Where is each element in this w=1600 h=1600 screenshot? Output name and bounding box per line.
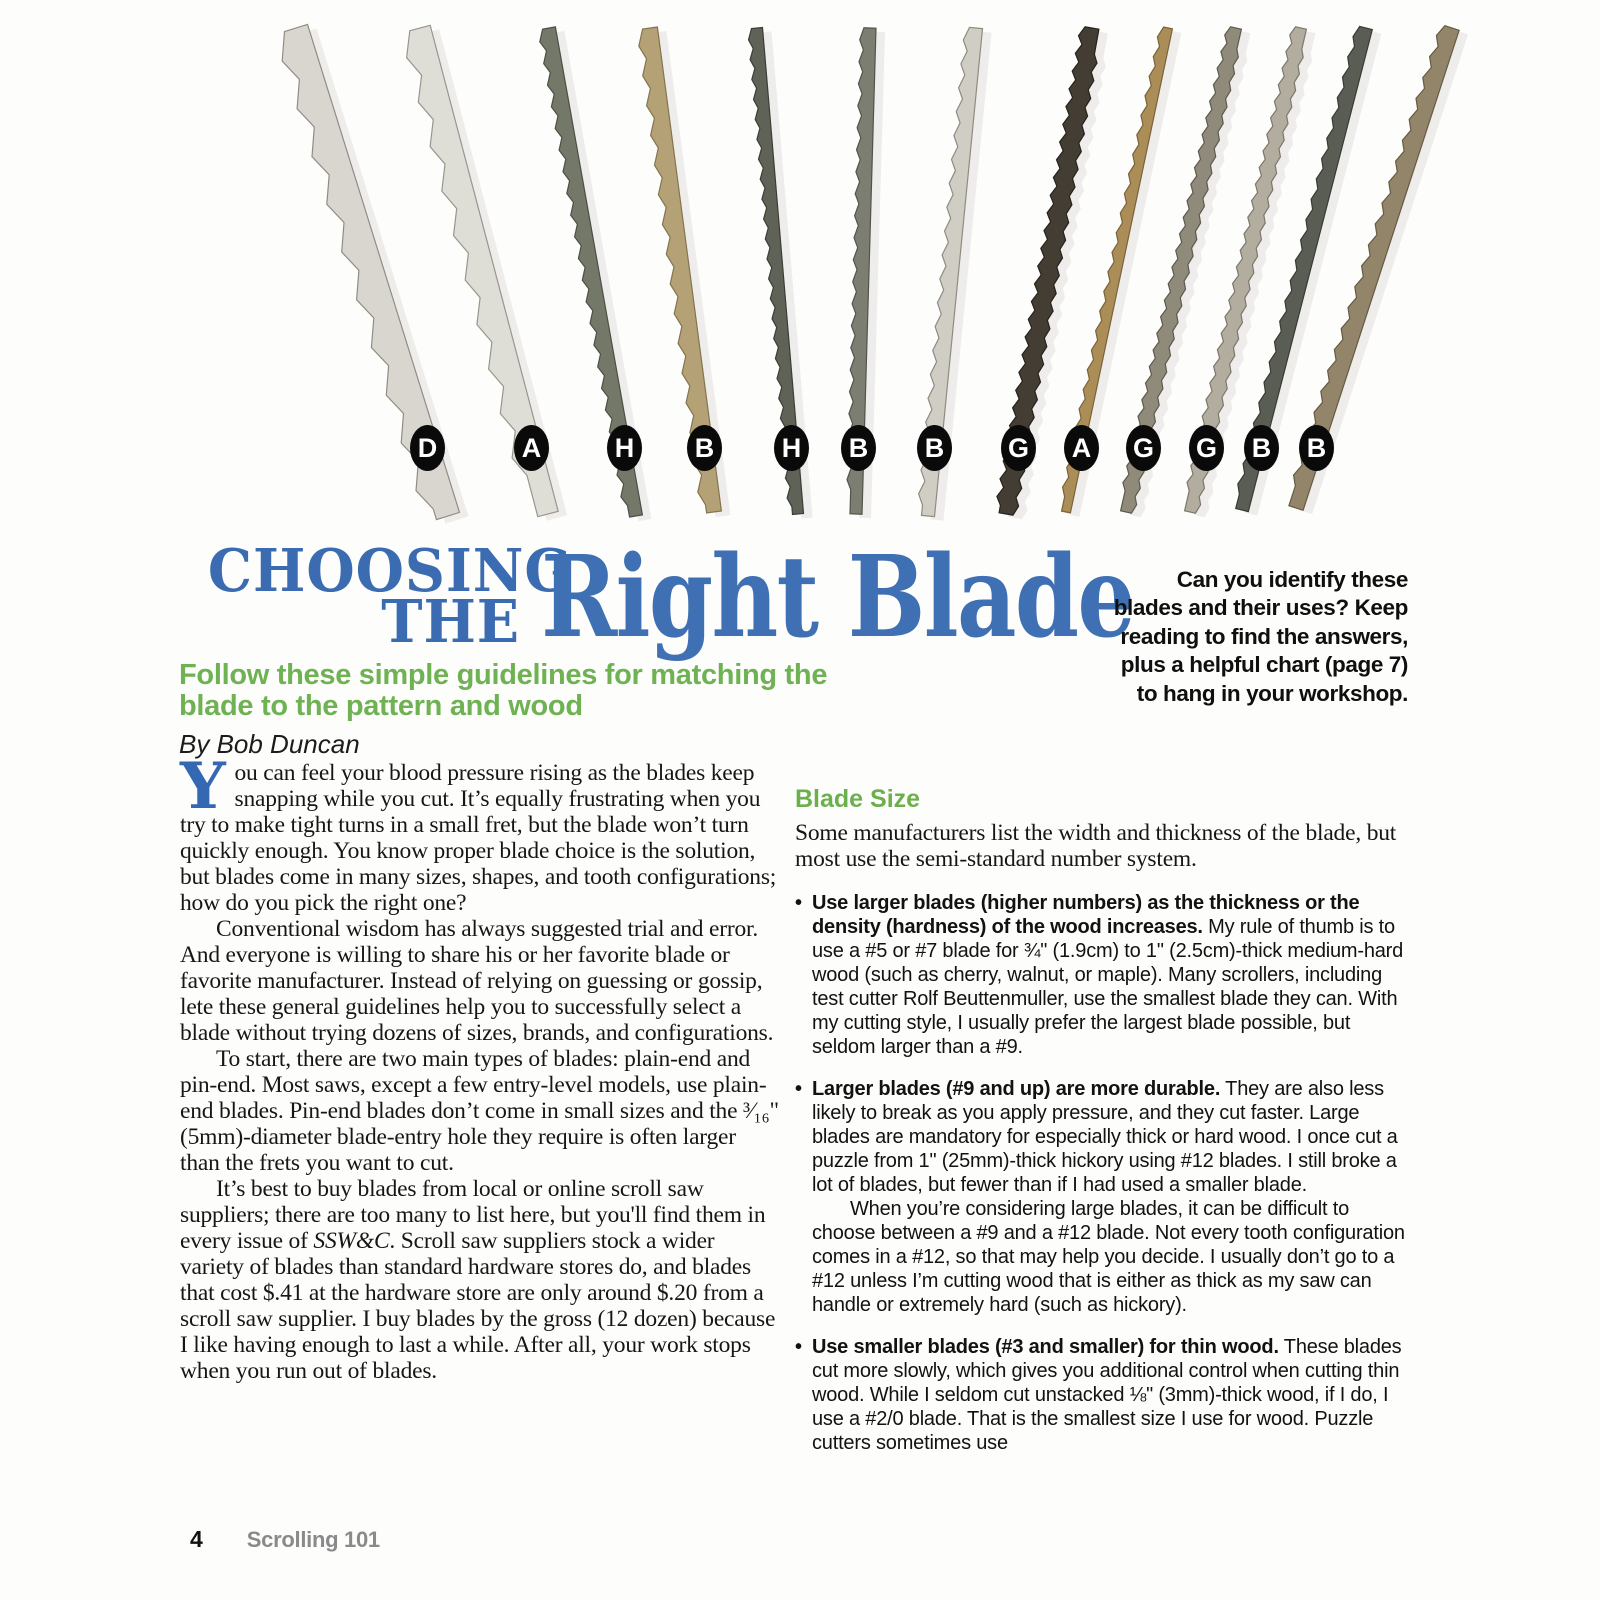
paragraph-text: Conventional wisdom has always suggested trial and error. And everyone is willing to share his or her favorite blade or favorite manufacturer. Instead of relying on guessing or gossip, lete these general guidelines help you to successfully select a blade without trying dozens of sizes, brands, and configurations.: [180, 916, 774, 1046]
bullet-dot: •: [795, 891, 802, 914]
blade-label-badge: [1126, 425, 1161, 471]
bullet-item: [795, 891, 1407, 1059]
body-paragraph: [180, 1046, 780, 1176]
blade-label-badge: [774, 425, 809, 471]
blade-label-badge: [1244, 425, 1279, 471]
blade-label-letter: H: [614, 432, 635, 463]
blade-label-badge: [1189, 425, 1224, 471]
bullet-lead-bold: Larger blades (#9 and up) are more durable.: [812, 1077, 1221, 1100]
blade-label-letter: G: [1007, 432, 1029, 463]
byline: By Bob Duncan: [179, 729, 360, 759]
bullet-item: [795, 1335, 1407, 1455]
bullet-lead-bold: Use smaller blades (#3 and smaller) for thin wood.: [812, 1335, 1279, 1358]
bullet-body: They are also less likely to break as you apply pressure, and they cut faster. Large blades are mandatory for especially thick or hard wood. I once cut a puzzle from 1" (25mm)-thick hickory using #12 blades. I still broke a lot of blades, but fewer than if I had used a smaller blade.: [812, 1077, 1398, 1196]
blade-label-badge: [410, 425, 445, 471]
bullet-text: [812, 1335, 1407, 1455]
blade-label-letter: B: [924, 432, 945, 463]
blade-label-letter: G: [1195, 432, 1217, 463]
blade-label-badge: [1064, 425, 1099, 471]
body-paragraph: [180, 749, 780, 916]
blade-label-letter: D: [417, 432, 438, 463]
article-subtitle: Follow these simple guidelines for matching the blade to the pattern and wood: [179, 659, 828, 722]
bullet-text: [812, 1077, 1407, 1317]
bullet-item: [795, 1077, 1407, 1317]
headline-main: Right Blade: [541, 532, 1135, 663]
blade-label-letter: B: [848, 432, 869, 463]
page-number: 4: [190, 1526, 203, 1552]
blade-label-badge: [514, 425, 549, 471]
bullet-second-paragraph: When you’re considering large blades, it can be difficult to choose between a #9 and a #12 blade. Not every tooth configuration comes in a #12, so that may help you decide. I usually don’t go to a #12 unless I’m cutting wood that is either as thick as my saw can handle or extremely hard (such as hickory).: [812, 1197, 1405, 1316]
bullet-body: These blades cut more slowly, which gives you additional control when cutting thin wood. While I seldom cut unstacked ⅛" (3mm)-thick wood, if I do, I use a #2/0 blade. That is the smallest size I use for wood. Puzzle cutters sometimes use: [812, 1335, 1402, 1454]
blade-label-letter: G: [1132, 432, 1154, 463]
headline-kicker: [207, 536, 573, 656]
blade-label-letter: H: [781, 432, 802, 463]
right-column: [795, 786, 1407, 1455]
left-column: [180, 749, 780, 1384]
blade-label-letter: B: [694, 432, 715, 463]
footer-label: Scrolling 101: [246, 1527, 380, 1552]
blade-label-badge: [687, 425, 722, 471]
callout-line: plus a helpful chart (page 7): [1120, 652, 1408, 678]
blade-label-badge: [607, 425, 642, 471]
bullet-list: [795, 891, 1407, 1455]
paragraph-text: ou can feel your blood pressure rising as the blades keep snapping while you cut. It’s equally frustrating when you try to make tight turns in a small fret, but the blade won’t turn quickly enough. You know proper blade choice is the solution, but blades come in many sizes, shapes, and tooth configurations; how do you pick the right one?: [180, 760, 777, 916]
photo-callout: [1048, 566, 1408, 708]
body-paragraph: [180, 1176, 780, 1384]
blade-label-letter: B: [1306, 432, 1327, 463]
section-intro: Some manufacturers list the width and thickness of the blade, but most use the semi-standard number system.: [795, 819, 1397, 872]
bullet-text: [812, 891, 1407, 1059]
blade-label-badge: [841, 425, 876, 471]
page-footer: [190, 1526, 380, 1553]
callout-line: reading to find the answers,: [1120, 623, 1408, 649]
paragraph-text: To start, there are two main types of blades: plain-end and pin-end. Most saws, except a few entry-level models, use plain-end blades. Pin-end blades don’t come in small sizes and the ³⁄₁₆" (5mm)-diameter blade-entry hole they require is often larger than the frets you want to cut.: [180, 1046, 779, 1176]
blade-label-badge: [1299, 425, 1334, 471]
blade-label-letter: A: [521, 432, 542, 463]
blade-label-badge: [1001, 425, 1036, 471]
body-paragraph: [180, 916, 780, 1046]
paragraph-text: It’s best to buy blades from local or online scroll saw suppliers; there are too many to list here, but you'll find them in every issue of: [180, 1176, 766, 1254]
callout-line: to hang in your workshop.: [1136, 680, 1408, 706]
headline-line2: THE: [381, 587, 520, 656]
bullet-dot: •: [795, 1077, 802, 1100]
bullet-lead-bold: Use larger blades (higher numbers) as the thickness or the density (hardness) of the wood increases.: [812, 891, 1360, 938]
italic-text: SSW&C: [313, 1228, 390, 1254]
blade-label-letter: A: [1071, 432, 1092, 463]
bullet-dot: •: [795, 1335, 802, 1358]
section-heading: Blade Size: [795, 785, 921, 813]
drop-cap: Y: [180, 749, 226, 824]
paragraph-text: . Scroll saw suppliers stock a wider variety of blades than standard hardware stores do, and blades that cost $.41 at the hardware store are only around $.20 from a scroll saw supplier. I buy blades by the gross (12 dozen) because I like having enough to last a while. After all, your work stops when you run out of blades.: [180, 1228, 776, 1384]
blade-label-letter: B: [1251, 432, 1272, 463]
headline-line1: CHOOSING: [207, 536, 573, 605]
callout-line: blades and their uses? Keep: [1113, 595, 1408, 621]
callout-line: Can you identify these: [1176, 567, 1408, 592]
blade-label-badge: [917, 425, 952, 471]
blade-photo: [0, 0, 1600, 535]
bullet-body: My rule of thumb is to use a #5 or #7 blade for ¾" (1.9cm) to 1" (2.5cm)-thick medium-hard wood (such as cherry, walnut, or maple). Many scrollers, including test cutter Rolf Beuttenmuller, use the smallest blade they can. With my cutting style, I usually prefer the largest blade possible, but seldom larger than a #9.: [812, 915, 1404, 1058]
